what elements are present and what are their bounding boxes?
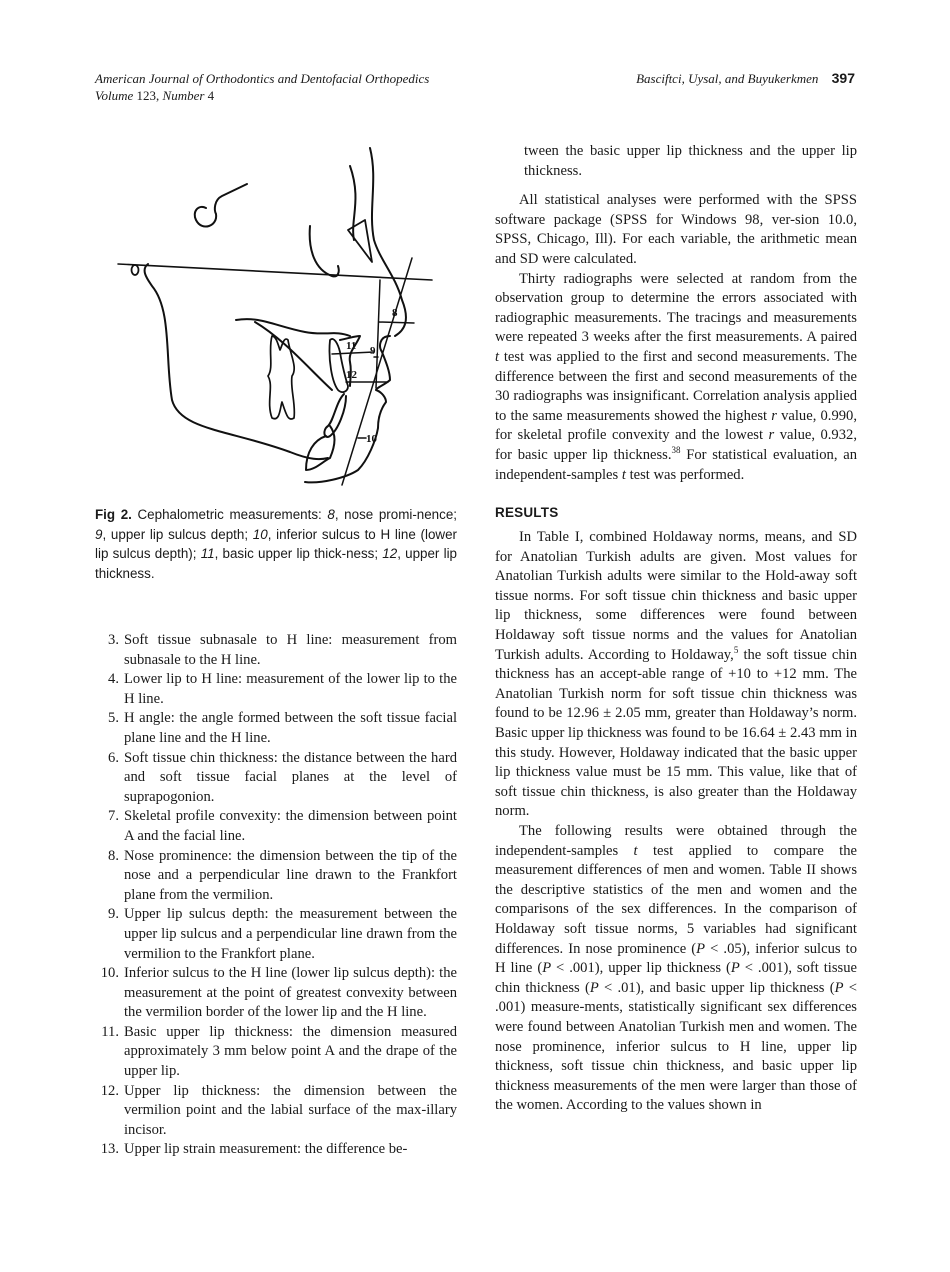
list-item: 5. H angle: the angle formed between the soft tissue facial plane line and the H line.	[108, 710, 457, 746]
list-item: 3. Soft tissue subnasale to H line: measurement from subnasale to the H line.	[108, 632, 457, 668]
reference-superscript: 5	[733, 644, 739, 655]
paragraph-results-sex-differences: The following results were obtained through the independent-samples t test applied to compare the measurement differences of men and women. Table II shows the descriptive statistics of the men and women and the comparisons of the sex differences. In the comparison of Holdaway soft tissue norms, 5 variables had significant differences. In nose prominence (P < .05), inferior sulcus to H line (P < .001), upper lip thickness (P < .001), soft tissue chin thickness (P < .01), and basic upper lip thickness (P < .001) measure-ments, statistically significant sex differences were found between Anatolian Turkish men and women. The nose prominence, inferior sulcus to H line, upper lip thickness, soft tissue chin thickness, and basic upper lip thickness measurements of the men were larger than those of the women. According to the values shown in	[495, 823, 857, 1114]
list-item: 9. Upper lip sulcus depth: the measurement between the upper lip sulcus and a perpendicular line drawn from the vermilion to the Frankfort plane.	[108, 906, 457, 962]
list-item: 10. Inferior sulcus to the H line (lower lip sulcus depth): the measurement at the point of greatest convexity between the vermilion border of the lower lip and the H line.	[100, 965, 457, 1021]
reference-superscript: 38	[671, 445, 681, 456]
figure-label-9: 9	[370, 345, 376, 357]
figure-2-cephalometric-tracing	[95, 140, 457, 495]
left-column	[95, 140, 457, 1160]
list-item: 7. Skeletal profile convexity: the dimension between point A and the facial line.	[108, 808, 457, 844]
figure-caption: Fig 2. Cephalometric measurements: 8, nose promi-nence; 9, upper lip sulcus depth; 10, inferior sulcus to H line (lower lip sulcus depth); 11, basic upper lip thick-ness; 12, upper lip thickness.	[95, 507, 457, 581]
section-heading-results: RESULTS	[495, 505, 559, 521]
list-item: 4. Lower lip to H line: measurement of the lower lip to the H line.	[108, 671, 457, 707]
figure-label-12: 12	[346, 369, 357, 381]
list-item: 6. Soft tissue chin thickness: the distance between the hard and soft tissue facial planes at the level of suprapogonion.	[108, 749, 457, 805]
list-item: 13. Upper lip strain measurement: the difference be-	[100, 1141, 408, 1158]
page-number: 397	[831, 70, 855, 86]
figure-label-10: 10	[366, 433, 377, 445]
cephalometric-diagram	[110, 140, 450, 495]
list-item-continuation: tween the basic upper lip thickness and the upper lip thickness.	[524, 143, 857, 179]
figure-caption-label: Fig 2.	[95, 507, 132, 522]
paragraph-results-norms: In Table I, combined Holdaway norms, means, and SD for Anatolian Turkish adults are given. Most values for Anatolian Turkish adults were similar to the Hold-away soft tissue norms. For soft tissue chin thickness and basic upper lip thickness, some differences were found between Holdaway soft tissue norms and the values for Anatolian Turkish adults. According to Holdaway,$^5$ the soft tissue chin thickness has an accept-able range of +10 to +12 mm. The Anatolian Turkish norm for soft tissue chin thickness was found to be 12.96 ± 2.05 mm, greater than Holdaway’s norm. Basic upper lip thickness was found to be 16.64 ± 2.43 mm in this study. However, Holdaway indicated that the basic upper lip thickness value must be 15 mm. This value, like that of soft tissue chin thickness, is also greater than the Holdaway norm.	[495, 529, 857, 820]
list-item: 11. Basic upper lip thickness: the dimension measured approximately 3 mm below point A and the drape of the upper lip.	[101, 1023, 457, 1080]
figure-label-8: 8	[392, 307, 398, 319]
list-item: 12. Upper lip thickness: the dimension between the vermilion point and the labial surface of the max-illary incisor.	[100, 1082, 457, 1138]
paragraph-measurement-errors: Thirty radiographs were selected at random from the observation group to determine the errors associated with radiographic measurements. The tracings and measurements were repeated 3 weeks after the first measurements. A paired t test was applied to the first and second measurements. The difference between the first and second measurements of the 30 radiographs was insignificant. Correlation analysis applied to the same measurements showed the highest r value, 0.990, for skeletal profile convexity and the lowest r value, 0.932, for basic upper lip thickness.$^{38}$ For statistical evaluation, an independent-samples t test was performed.	[495, 270, 857, 483]
list-item: 8. Nose prominence: the dimension between the tip of the nose and a perpendicular line drawn to the Frankfort plane from the vermilion.	[108, 847, 457, 903]
paragraph-statistics: All statistical analyses were performed with the SPSS software package (SPSS for Windows 98, ver-sion 10.0, SPSS, Chicago, Ill). For each variable, the arithmetic mean and SD were calculated.	[495, 192, 857, 267]
running-head-right	[636, 70, 855, 87]
journal-title: American Journal of Orthodontics and Dentofacial Orthopedics	[95, 71, 430, 86]
volume-issue: Volume 123, Number 4	[95, 88, 215, 103]
measurement-definitions-list	[95, 631, 457, 1160]
figure-label-11: 11	[346, 340, 357, 352]
authors: Basciftci, Uysal, and Buyukerkmen	[636, 71, 819, 86]
right-column	[495, 142, 857, 1116]
running-head-left	[95, 70, 429, 104]
